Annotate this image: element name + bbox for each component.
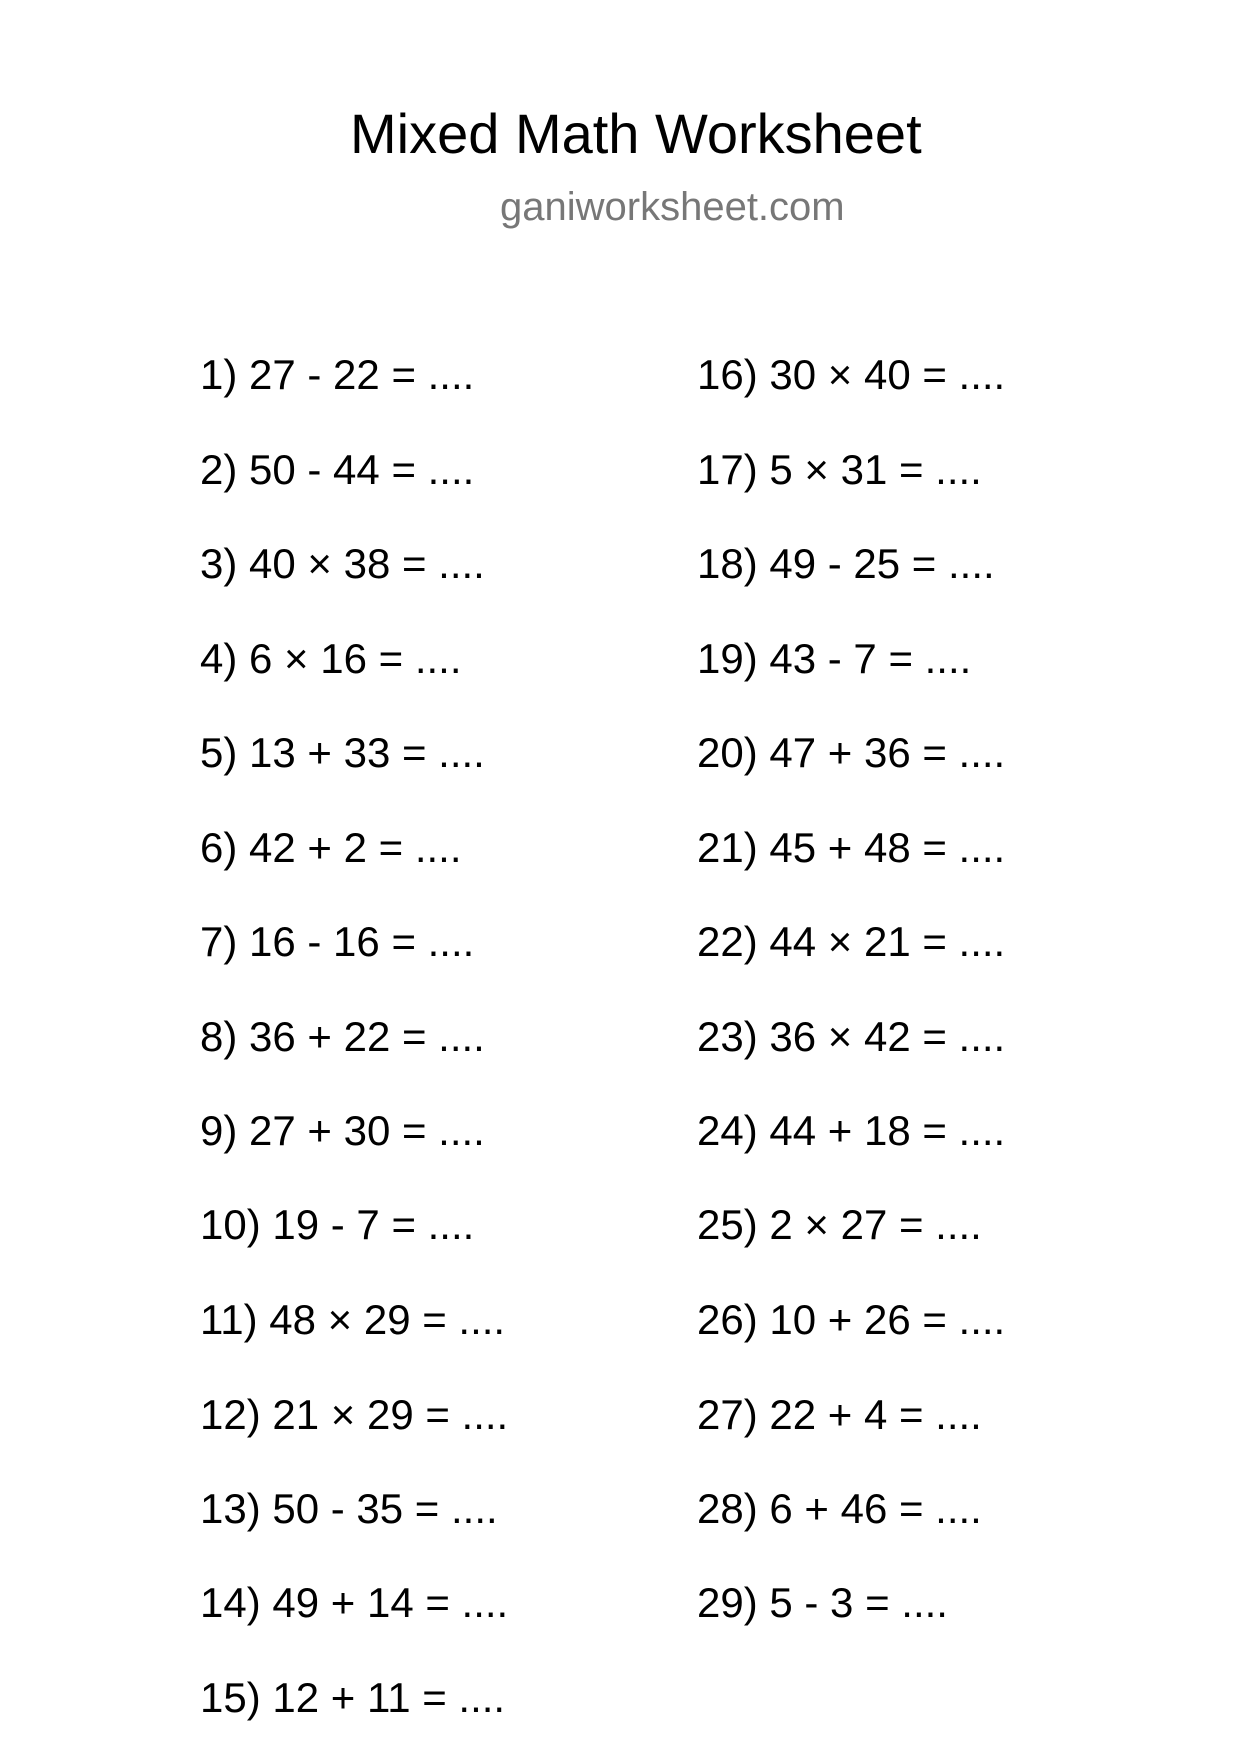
problem-21: 21) 45 + 48 = .... — [697, 824, 1006, 871]
problem-16: 16) 30 × 40 = .... — [697, 351, 1006, 398]
problem-2: 2) 50 - 44 = .... — [200, 446, 475, 493]
problem-15: 15) 12 + 11 = .... — [200, 1674, 506, 1721]
problem-9: 9) 27 + 30 = .... — [200, 1107, 485, 1154]
problem-12: 12) 21 × 29 = .... — [200, 1391, 509, 1438]
problem-28: 28) 6 + 46 = .... — [697, 1485, 982, 1532]
problem-3: 3) 40 × 38 = .... — [200, 540, 485, 587]
problem-18: 18) 49 - 25 = .... — [697, 540, 995, 587]
worksheet-source: ganiworksheet.com — [500, 185, 845, 229]
problem-17: 17) 5 × 31 = .... — [697, 446, 982, 493]
problem-6: 6) 42 + 2 = .... — [200, 824, 462, 871]
problem-19: 19) 43 - 7 = .... — [697, 635, 972, 682]
problem-1: 1) 27 - 22 = .... — [200, 351, 475, 398]
problem-5: 5) 13 + 33 = .... — [200, 729, 485, 776]
problem-23: 23) 36 × 42 = .... — [697, 1013, 1006, 1060]
problem-26: 26) 10 + 26 = .... — [697, 1296, 1006, 1343]
problem-29: 29) 5 - 3 = .... — [697, 1579, 948, 1626]
problem-4: 4) 6 × 16 = .... — [200, 635, 462, 682]
problem-24: 24) 44 + 18 = .... — [697, 1107, 1006, 1154]
problem-20: 20) 47 + 36 = .... — [697, 729, 1006, 776]
problem-10: 10) 19 - 7 = .... — [200, 1201, 475, 1248]
problem-7: 7) 16 - 16 = .... — [200, 918, 475, 965]
problem-13: 13) 50 - 35 = .... — [200, 1485, 498, 1532]
worksheet-title: Mixed Math Worksheet — [350, 102, 922, 165]
problem-11: 11) 48 × 29 = .... — [200, 1296, 506, 1343]
problem-25: 25) 2 × 27 = .... — [697, 1201, 982, 1248]
problem-22: 22) 44 × 21 = .... — [697, 918, 1006, 965]
problem-27: 27) 22 + 4 = .... — [697, 1391, 982, 1438]
problem-8: 8) 36 + 22 = .... — [200, 1013, 485, 1060]
problem-14: 14) 49 + 14 = .... — [200, 1579, 509, 1626]
